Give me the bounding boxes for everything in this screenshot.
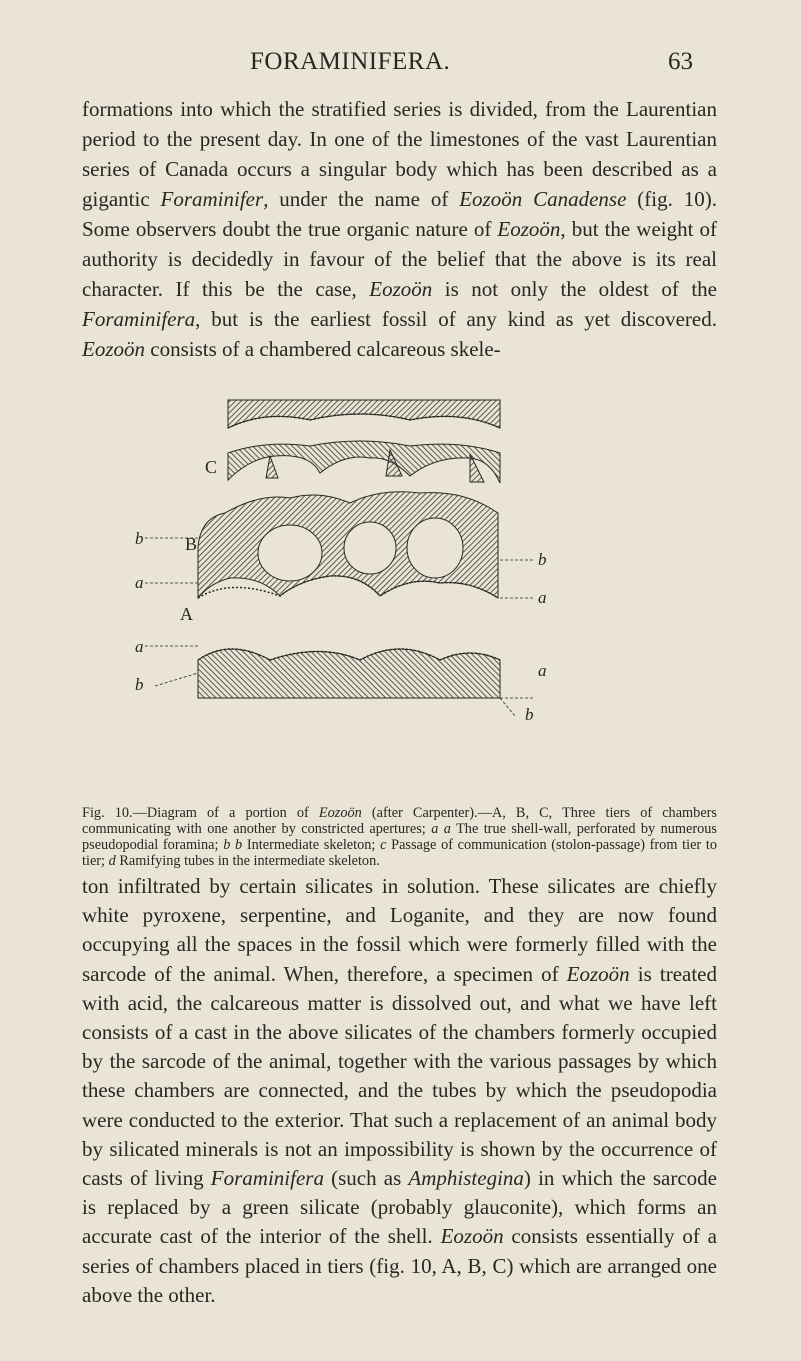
chamber-b [344,522,396,574]
label-a-left-2: a [135,637,144,656]
page-number: 63 [668,48,693,75]
italic-term: Eozoön [440,1224,504,1249]
running-title: FORAMINIFERA. [250,48,451,75]
label-b-right-2: b [525,705,534,724]
label-b-right: b [538,550,547,569]
italic-term: Eozoön [566,961,630,986]
label-a-tier: A [180,604,193,624]
paragraph-continuation: ton infiltrated by certain silicates in solution. These silicates are chiefly white pyroxene, serpentine, and Loganite, and they are now found occupying all the spaces in the fossil which were formerly filled with the sarcode of the animal. When, therefore, a specimen of Eozoön is treated with acid, the calcareous matter is dissolved out, and what we have left consists of a cast in the above silicates of the chambers formerly occupied by the sarcode of the animal, together with the various passages by which these chambers are connected, and the tubes by which the pseudopodia were conducted to the exterior. That such a replacement of an animal body by silicated minerals is not an impossibility is shown by the occurrence of casts of living Foraminifera (such as Amphistegina) in which the sarcode is replaced by a green silicate (probably glauconite), which forms an accurate cast of the interior of the shell. Eozoön consists essentially of a series of chambers placed in tiers (fig. 10, A, B, C) which are arranged one above the other. [82,874,718,1307]
chamber-b [258,525,322,581]
label-b-left: b [135,529,144,548]
paragraph-intro: formations into which the stratified series is divided, from the Laurentian period to the present day. In one of the limestones of the vast Laurentian series of Canada occurs a singular body which has been described as a gigantic Foraminifer, under the name of Eozoön Canadense (fig. 10). Some observers doubt the true organic nature of Eozoön, but the weight of authority is decidedly in favour of the belief that the above is its real character. If this be the case, Eozoön is not only the oldest of the Foraminifera, but is the earliest fossil of any kind as yet discovered. Eozoön consists of a chambered calcareous skele- [82,97,717,361]
label-a-right-2: a [538,661,547,680]
label-c: C [205,457,218,477]
figure-caption: Fig. 10.—Diagram of a portion of Eozoön (after Carpenter).—A, B, C, Three tiers of chambers communicating with one another by constricted apertures; a a The true shell-wall, perforated by numerous pseudopodial foramina; b b Intermediate skeleton; c Passage of communication (stolon-passage) from tier to tier; d Ramifying tubes in the intermediate skeleton. [82,805,717,869]
eozoon-diagram-figure [135,398,570,803]
label-a-left: a [135,573,144,592]
italic-term: Foraminifera [210,1166,324,1191]
label-a-right: a [538,588,547,607]
intermediate-skeleton-layer [228,400,500,428]
label-b-tier: B [185,534,198,554]
running-head [0,48,801,78]
italic-term: Foraminifera [82,307,196,331]
italic-term: Eozoön [369,277,433,301]
italic-term: Eozoön Canadense [459,187,627,211]
italic-term: Amphistegina [408,1166,524,1191]
label-b-left-2: b [135,675,144,694]
chamber-b [407,518,463,578]
italic-term: Eozoön [497,217,561,241]
italic-term: Foraminifer [160,187,264,211]
italic-term: Eozoön [82,337,145,361]
